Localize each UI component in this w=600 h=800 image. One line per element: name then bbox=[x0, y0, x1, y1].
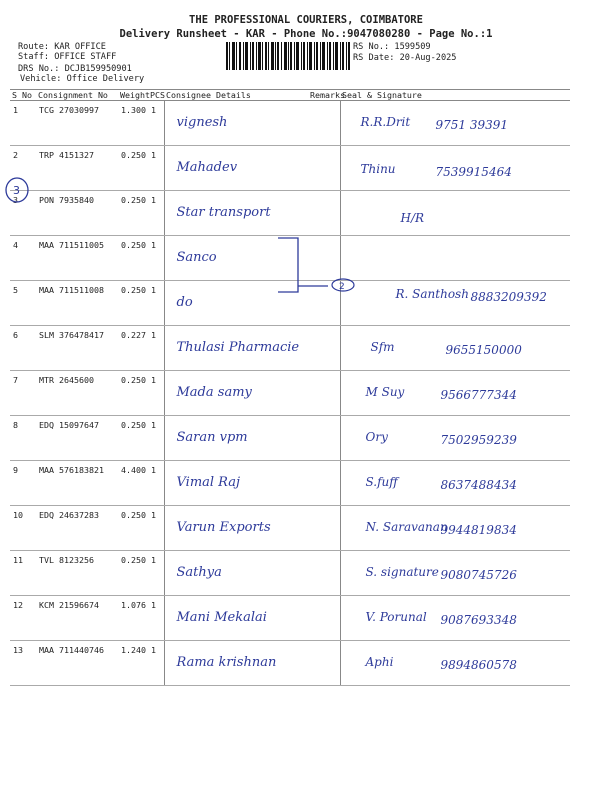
row-pcs: 1 bbox=[148, 146, 164, 191]
col-consignee: Consignee Details bbox=[164, 90, 308, 101]
row-consignment-no: EDQ 15097647 bbox=[36, 416, 118, 461]
phone-handwriting: 9894860578 bbox=[440, 658, 517, 672]
row-weight: 0.250 bbox=[118, 146, 148, 191]
row-pcs: 1 bbox=[148, 236, 164, 281]
row-consignment-no: SLM 376478417 bbox=[36, 326, 118, 371]
col-sno: S No bbox=[10, 90, 36, 101]
row-remarks bbox=[308, 416, 340, 461]
row-consignee-cell bbox=[164, 461, 308, 506]
row-remarks bbox=[308, 596, 340, 641]
consignee-handwriting: do bbox=[176, 295, 193, 310]
row-signature-cell bbox=[340, 551, 570, 596]
row-sno: 4 bbox=[10, 236, 36, 281]
row-weight: 1.076 bbox=[118, 596, 148, 641]
rs-date: RS Date: 20-Aug-2025 bbox=[353, 53, 457, 63]
consignee-handwriting: Sathya bbox=[176, 565, 222, 580]
runsheet-table bbox=[10, 89, 570, 686]
row-consignment-no: MAA 711511005 bbox=[36, 236, 118, 281]
consignee-handwriting: Thulasi Pharmacie bbox=[176, 340, 300, 355]
table-header-row bbox=[10, 90, 570, 101]
row-weight: 0.250 bbox=[118, 371, 148, 416]
row-consignment-no: MAA 711511008 bbox=[36, 281, 118, 326]
consignee-handwriting: Mani Mekalai bbox=[176, 610, 267, 625]
row-pcs: 1 bbox=[148, 416, 164, 461]
row-weight: 1.240 bbox=[118, 641, 148, 686]
row-signature-cell bbox=[340, 146, 570, 191]
row-weight: 0.250 bbox=[118, 281, 148, 326]
row-signature-cell bbox=[340, 596, 570, 641]
signature-handwriting: H/R bbox=[400, 211, 425, 225]
signature-handwriting: N. Saravanan bbox=[365, 520, 448, 534]
signature-handwriting: V. Porunal bbox=[365, 610, 427, 624]
row-weight: 0.250 bbox=[118, 551, 148, 596]
row-signature-cell bbox=[340, 371, 570, 416]
table-row bbox=[10, 191, 570, 236]
signature-handwriting: S. signature bbox=[365, 565, 439, 579]
row-signature-cell bbox=[340, 191, 570, 236]
col-consignment: Consignment No bbox=[36, 90, 118, 101]
consignee-handwriting: Mahadev bbox=[176, 160, 238, 175]
row-consignment-no: EDQ 24637283 bbox=[36, 506, 118, 551]
table-row bbox=[10, 326, 570, 371]
phone-handwriting: 9566777344 bbox=[440, 388, 517, 402]
consignee-handwriting: Rama krishnan bbox=[176, 655, 277, 670]
signature-handwriting: Ory bbox=[365, 430, 388, 444]
phone-handwriting: 9087693348 bbox=[440, 613, 517, 627]
row-consignee-cell bbox=[164, 641, 308, 686]
row-pcs: 1 bbox=[148, 281, 164, 326]
signature-handwriting: R.R.Drit bbox=[360, 115, 411, 129]
signature-handwriting: Sfm bbox=[370, 340, 395, 354]
row-sno: 6 bbox=[10, 326, 36, 371]
row-weight: 0.227 bbox=[118, 326, 148, 371]
table-row bbox=[10, 101, 570, 146]
row-pcs: 1 bbox=[148, 191, 164, 236]
barcode bbox=[226, 42, 350, 70]
phone-handwriting: 9944819834 bbox=[440, 523, 517, 537]
row-signature-cell bbox=[340, 416, 570, 461]
row-pcs: 1 bbox=[148, 461, 164, 506]
row-consignment-no: PON 7935840 bbox=[36, 191, 118, 236]
consignee-handwriting: Sanco bbox=[176, 250, 217, 265]
phone-handwriting: 8883209392 bbox=[470, 290, 547, 304]
consignee-handwriting: Star transport bbox=[176, 205, 271, 220]
row-consignment-no: MAA 576183821 bbox=[36, 461, 118, 506]
phone-handwriting: 7502959239 bbox=[440, 433, 517, 447]
row-consignee-cell bbox=[164, 371, 308, 416]
row-remarks bbox=[308, 506, 340, 551]
row-sno: 11 bbox=[10, 551, 36, 596]
row-consignment-no: TVL 8123256 bbox=[36, 551, 118, 596]
row-consignment-no: MAA 711440746 bbox=[36, 641, 118, 686]
signature-handwriting: S.fuff bbox=[365, 475, 398, 489]
row-signature-cell bbox=[340, 326, 570, 371]
table-row bbox=[10, 641, 570, 686]
row-consignment-no: MTR 2645600 bbox=[36, 371, 118, 416]
row-consignment-no: KCM 21596674 bbox=[36, 596, 118, 641]
row-remarks bbox=[308, 641, 340, 686]
col-weight: Weight bbox=[120, 90, 150, 100]
company-title: THE PROFESSIONAL COURIERS, COIMBATORE bbox=[189, 14, 423, 26]
rs-number: RS No.: 1599509 bbox=[353, 42, 431, 52]
row-remarks bbox=[308, 326, 340, 371]
consignee-handwriting: Saran vpm bbox=[176, 430, 248, 445]
phone-handwriting: 7539915464 bbox=[435, 165, 512, 179]
row-pcs: 1 bbox=[148, 551, 164, 596]
row-remarks bbox=[308, 371, 340, 416]
row-weight: 1.300 bbox=[118, 101, 148, 146]
staff-text: Staff: OFFICE STAFF bbox=[18, 52, 117, 62]
row-sno: 1 bbox=[10, 101, 36, 146]
row-consignee-cell bbox=[164, 596, 308, 641]
table-row bbox=[10, 416, 570, 461]
row-sno: 5 bbox=[10, 281, 36, 326]
circle-annotation-3 bbox=[4, 176, 30, 204]
col-signature: Seal & Signature bbox=[340, 90, 570, 101]
row-signature-cell bbox=[340, 461, 570, 506]
drs-number: DRS No.: DCJB159950901 bbox=[18, 64, 132, 74]
consignee-handwriting: vignesh bbox=[176, 115, 228, 130]
bracket-annotation bbox=[258, 230, 368, 300]
phone-handwriting: 9655150000 bbox=[445, 343, 522, 357]
svg-text:3: 3 bbox=[13, 184, 20, 197]
row-pcs: 1 bbox=[148, 596, 164, 641]
vehicle-text: Vehicle: Office Delivery bbox=[20, 74, 145, 84]
row-consignee-cell bbox=[164, 506, 308, 551]
table-row bbox=[10, 146, 570, 191]
signature-handwriting: M Suy bbox=[365, 385, 405, 399]
row-consignee-cell bbox=[164, 191, 308, 236]
route-text: Route: KAR OFFICE bbox=[18, 42, 106, 52]
row-weight: 0.250 bbox=[118, 191, 148, 236]
row-pcs: 1 bbox=[148, 371, 164, 416]
row-consignment-no: TRP 4151327 bbox=[36, 146, 118, 191]
signature-handwriting: Aphi bbox=[365, 655, 394, 669]
table-row bbox=[10, 596, 570, 641]
runsheet-subtitle: Delivery Runsheet - KAR - Phone No.:9047080280 - Page No.:1 bbox=[119, 28, 493, 40]
consignee-handwriting: Mada samy bbox=[176, 385, 252, 400]
row-weight: 0.250 bbox=[118, 506, 148, 551]
row-consignment-no: TCG 27030997 bbox=[36, 101, 118, 146]
row-consignee-cell bbox=[164, 101, 308, 146]
signature-handwriting: Thinu bbox=[360, 162, 396, 176]
row-consignee-cell bbox=[164, 146, 308, 191]
row-consignee-cell bbox=[164, 416, 308, 461]
consignee-handwriting: Vimal Raj bbox=[176, 475, 241, 490]
col-remarks: Remarks bbox=[310, 90, 345, 100]
row-pcs: 1 bbox=[148, 326, 164, 371]
consignee-handwriting: Varun Exports bbox=[176, 520, 271, 535]
row-weight: 0.250 bbox=[118, 236, 148, 281]
phone-handwriting: 8637488434 bbox=[440, 478, 517, 492]
row-pcs: 1 bbox=[148, 506, 164, 551]
signature-handwriting: R. Santhosh bbox=[395, 287, 469, 301]
row-weight: 4.400 bbox=[118, 461, 148, 506]
phone-handwriting: 9751 39391 bbox=[435, 118, 509, 132]
table-row bbox=[10, 506, 570, 551]
col-pcs: PCS bbox=[150, 90, 165, 100]
row-consignee-cell bbox=[164, 551, 308, 596]
row-signature-cell bbox=[340, 236, 570, 281]
row-consignee-cell bbox=[164, 326, 308, 371]
row-sno: 8 bbox=[10, 416, 36, 461]
table-row bbox=[10, 371, 570, 416]
row-pcs: 1 bbox=[148, 101, 164, 146]
row-signature-cell bbox=[340, 641, 570, 686]
row-sno: 7 bbox=[10, 371, 36, 416]
row-remarks bbox=[308, 101, 340, 146]
row-signature-cell bbox=[340, 101, 570, 146]
row-sno: 2 bbox=[10, 146, 36, 191]
row-remarks bbox=[308, 146, 340, 191]
row-sno: 12 bbox=[10, 596, 36, 641]
table-row bbox=[10, 551, 570, 596]
row-sno: 13 bbox=[10, 641, 36, 686]
row-signature-cell bbox=[340, 281, 570, 326]
row-signature-cell bbox=[340, 506, 570, 551]
row-weight: 0.250 bbox=[118, 416, 148, 461]
row-sno: 9 bbox=[10, 461, 36, 506]
row-remarks bbox=[308, 551, 340, 596]
row-remarks bbox=[308, 461, 340, 506]
svg-text:2: 2 bbox=[339, 282, 345, 292]
table-row bbox=[10, 461, 570, 506]
row-sno: 10 bbox=[10, 506, 36, 551]
phone-handwriting: 9080745726 bbox=[440, 568, 517, 582]
row-pcs: 1 bbox=[148, 641, 164, 686]
row-remarks bbox=[308, 191, 340, 236]
row-sno: 3 bbox=[10, 191, 36, 236]
